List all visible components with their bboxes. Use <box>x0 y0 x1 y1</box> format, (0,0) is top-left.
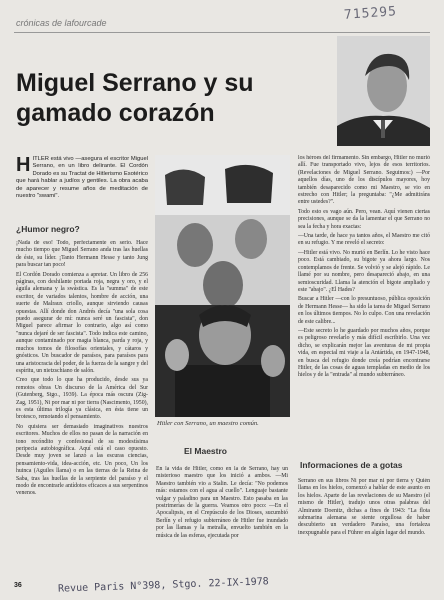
column-1-body <box>16 240 148 578</box>
author-portrait-photo <box>337 36 430 146</box>
historic-photo <box>155 155 290 417</box>
page-number: 36 <box>14 582 22 589</box>
archive-number-stamp: 715295 <box>343 4 398 23</box>
subheading-el-maestro: El Maestro <box>184 446 227 456</box>
header-rule <box>14 32 430 33</box>
paragraph: No quisiera ser demasiado imaginativos nuestros escritores. Muchos de ellos no pasan de la narración en tono recóndito y confesional de su modestísima peripecia autobiográfica. Aquí está el caso opuesto. Desde muy joven se lanzó a las escuras ciencias, pensamiento-vida, idea-acción, etc. Un poco, Un los huinca (Aguiles llama) o en las tierras de la Reina de Saba, tras las huellas de la serpiente del paraíso y el modo de encontrarle antídotos eficaces a sus serpentinos venenos. <box>16 423 148 497</box>
column-3-body <box>298 155 430 445</box>
subheading-informaciones: Informaciones de a gotas <box>300 460 403 470</box>
crowd-photo-image <box>155 155 290 417</box>
paragraph: Buscar a Hitler —con lo presuntuoso, pública oposición de Hermann Hesse— ha sido la tarea de Miguel Serrano en los últimos tiempos. No lo culpo. Con una revelación de este calibre... <box>298 296 430 325</box>
paragraph: —Una tarde, de hace ya tantos años, el Maestro me citó en su refugio. Y me reveló el secreto: <box>298 233 430 247</box>
column-2-body <box>156 466 288 578</box>
paragraph: Serrano en sus libros Ni por mar ni por tierra y Quién llama en los hielos, comenzó a hablar de este asunto en los hielos. Aparte de las revelaciones de su Maestro (el mismo de Hitler), tradujo unos otras palabras del Almirante Doenitz, dichas a fines de 1943: "La flota submarina alemana se siente orgullosa de haber descubierto un verdadero Paraíso, una fortaleza inexpugnable para el Führer en algún lugar del mundo. <box>298 478 430 536</box>
paragraph: Todo esto es vago aún. Pero, vean. Aquí vienen ciertas precisiones, aunque se da la lamentar el que Serrano no sea la fecha y hora exactas: <box>298 208 430 230</box>
headline: Miguel Serrano y su gamado corazón <box>16 69 254 127</box>
paragraph: El Cordón Dorado comienza a apretar. Un libro de 256 páginas, con deshilante portada roja, negra y oro, y el águila alemana y la swástica. Es la "summa" de este escritor, de variados talentos, hombre de acción, una suerte de Malraux criollo, aunque sirviendo causas opuestas. Allí donde don Andrés decía "una sola cosa puedo asegurar de mí: nunca seré un fascista", don Miguel parece afirmar lo contrario, algo así como "nunca dejaré de ser fascista". Todo indica este camino, aunque contaminado por magia blanca, parda y roja, y muchos tomos de filosofías orientales, y cátaros y gnósticos. Un buscador de paraísos, para paraísos para una aristocracia del poder, de la fuerza de la sangre y del espíritu, un nietzschiano de salón. <box>16 271 148 374</box>
portrait-image <box>337 36 430 146</box>
section-label: crónicas de lafourcade <box>16 18 107 28</box>
column-3-bottom-body <box>298 478 430 578</box>
paragraph: Creo que todo lo que ha producido, desde sus ya remotos obras Un discurso de la América del Sur (Gutenberg, Stgo., 1939). La época más oscura (Zig-Zag, 1951), Ni por mar ni por tierra (Nascimento, 1950), es esta última trilogía ya clásica, en ésta tiene un brotesco, remotando el pensamiento. <box>16 377 148 421</box>
handwritten-source-note: Revue Paris N°398, Stgo. 22-IX-1978 <box>57 576 269 595</box>
paragraph: En la vida de Hitler, como en la de Serrano, hay un misterioso maestro que los inició a ambos. —Mi Maestro también vio a Stalin. Le decía: "No podemos más: estamos con el agua al cuello". Lenguaje bastante vulgar y paladino para un Maestro. Esto pasaba en las postrimerías de la guerra. Veamos otro poco: —En el Apocalipsis, en el Crepúsculo de los Dioses, sucumbió Berlín y el refugio subterráneo de Hitler fue inundado por las llamas y la metralla, envuelto también en la música de las esferas, ejecutada por <box>156 466 288 539</box>
subheading-humor-negro: ¿Humor negro? <box>16 224 80 234</box>
paragraph: los héroes del firmamento. Sin embargo, Hitler no murió allí. Fue transportado vivo, lejos de esos territorios. (Revelaciones de Miguel Serrano. Seguimos:) —Por aquellos días, uno de los discípulos mayores, hoy también desaparecido como mi Maestro, se vio en estrecho con Hitler; la preguntaba: "¿Me admitiráns entre ustedes?". <box>298 155 430 206</box>
lead-text: ITLER está vivo —asegura el escritor Miguel Serrano, en un libro delirante. El Cordón Dorado es su Tractat de Hitlerismo Esotérico que hará hablar a judíos y gentiles. La obra acaba de aparecer y resume años de meditación de nuestro "swami". <box>16 156 148 200</box>
paragraph: ¡Nada de eso! Todo, perfectamente en serio. Hace mucho tiempo que Miguel Serrano anda tras las huellas de éste, su líder. ¡Tanto Hermann Hesse y tanto Jung para buscar tan poco! <box>16 240 148 269</box>
drop-cap: H <box>16 156 31 176</box>
lead-paragraph <box>16 156 148 214</box>
photo-caption: Hitler con Serrano, un maestro común. <box>157 420 259 427</box>
paragraph: —Este secreto lo he guardado por muchos años, porque es peligroso revelarlo y más difícil escribirlo. Una vez dicho, se explicarán mejor las aventuras de mi propia vida, en especial mi viaje a la Antártida, en 1947-1948, en busca del refugio donde creía podrían encontrarse Hitler, de las cosas de aguas templadas en medio de los hielos y de la "entrada" al mundo subterráneo. <box>298 327 430 379</box>
paragraph: —Hitler está vivo. No murió en Berlín. Lo he visto hace poco. Está cambiado, su bigote ya ahora largo. Nos contemplamos de frente. Se volvió y se alejó rápido. Le llamé por su nombre, pero desapareció abajo, en una semioscuridad. Llama la atención el bigote ampliado y este "abajo". ¿El Hades? <box>298 249 430 293</box>
